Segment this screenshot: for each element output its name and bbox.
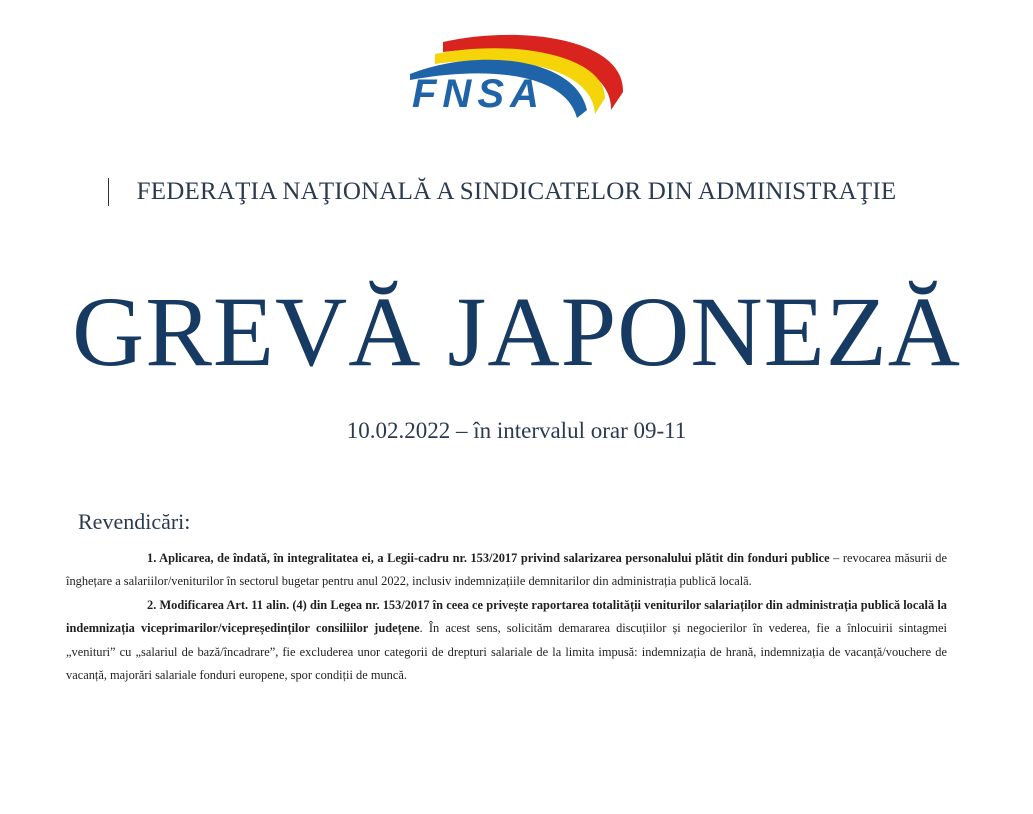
page-title: GREVĂ JAPONEZĂ (72, 276, 961, 387)
organization-name: FEDERAŢIA NAŢIONALĂ A SINDICATELOR DIN ADMINISTRAŢIE (136, 178, 897, 205)
demand-item-1-bold: 1. Aplicarea, de îndată, în integralitatea ei, a Legii-cadru nr. 153/2017 privind salarizarea personalului plătit din fonduri publice (147, 551, 830, 565)
logo-text: FNSA (412, 72, 545, 116)
demand-item-1-text: – revocarea măsurii de înghețare a salariilor/veniturilor în sectorul bugetar pentru anul 2022, inclusiv indemnizațiile demnitarilor din administrația publică locală. (66, 551, 947, 589)
demand-item-2-bold: 2. Modificarea Art. 11 alin. (4) din Legea nr. 153/2017 în ceea ce privește raportarea totalității veniturilor salariaților din administrația publică locală la indemnizația viceprimarilor/vicepreședinților consiliilor județene (66, 597, 947, 636)
demands-heading: Revendicări: (78, 509, 191, 534)
demand-item-2-text: . În acest sens, solicităm demararea discuțiilor și negocierilor în vederea, fie a înlocuirii sintagmei „venituri” cu „salariul de bază/încadrare”, fie excluderea unor categorii de drepturi salariale de la limita impusă: indemnizația de hrană, indemnizația de vacanță/vouchere de vacanță, majorări salariale fonduri europene, spor condiții de muncă. (66, 621, 947, 683)
demand-item-2 (66, 594, 947, 688)
strike-date-line: 10.02.2022 – în intervalul orar 09-11 (346, 418, 687, 443)
demands-list (66, 547, 947, 687)
demand-item-1 (66, 547, 947, 594)
